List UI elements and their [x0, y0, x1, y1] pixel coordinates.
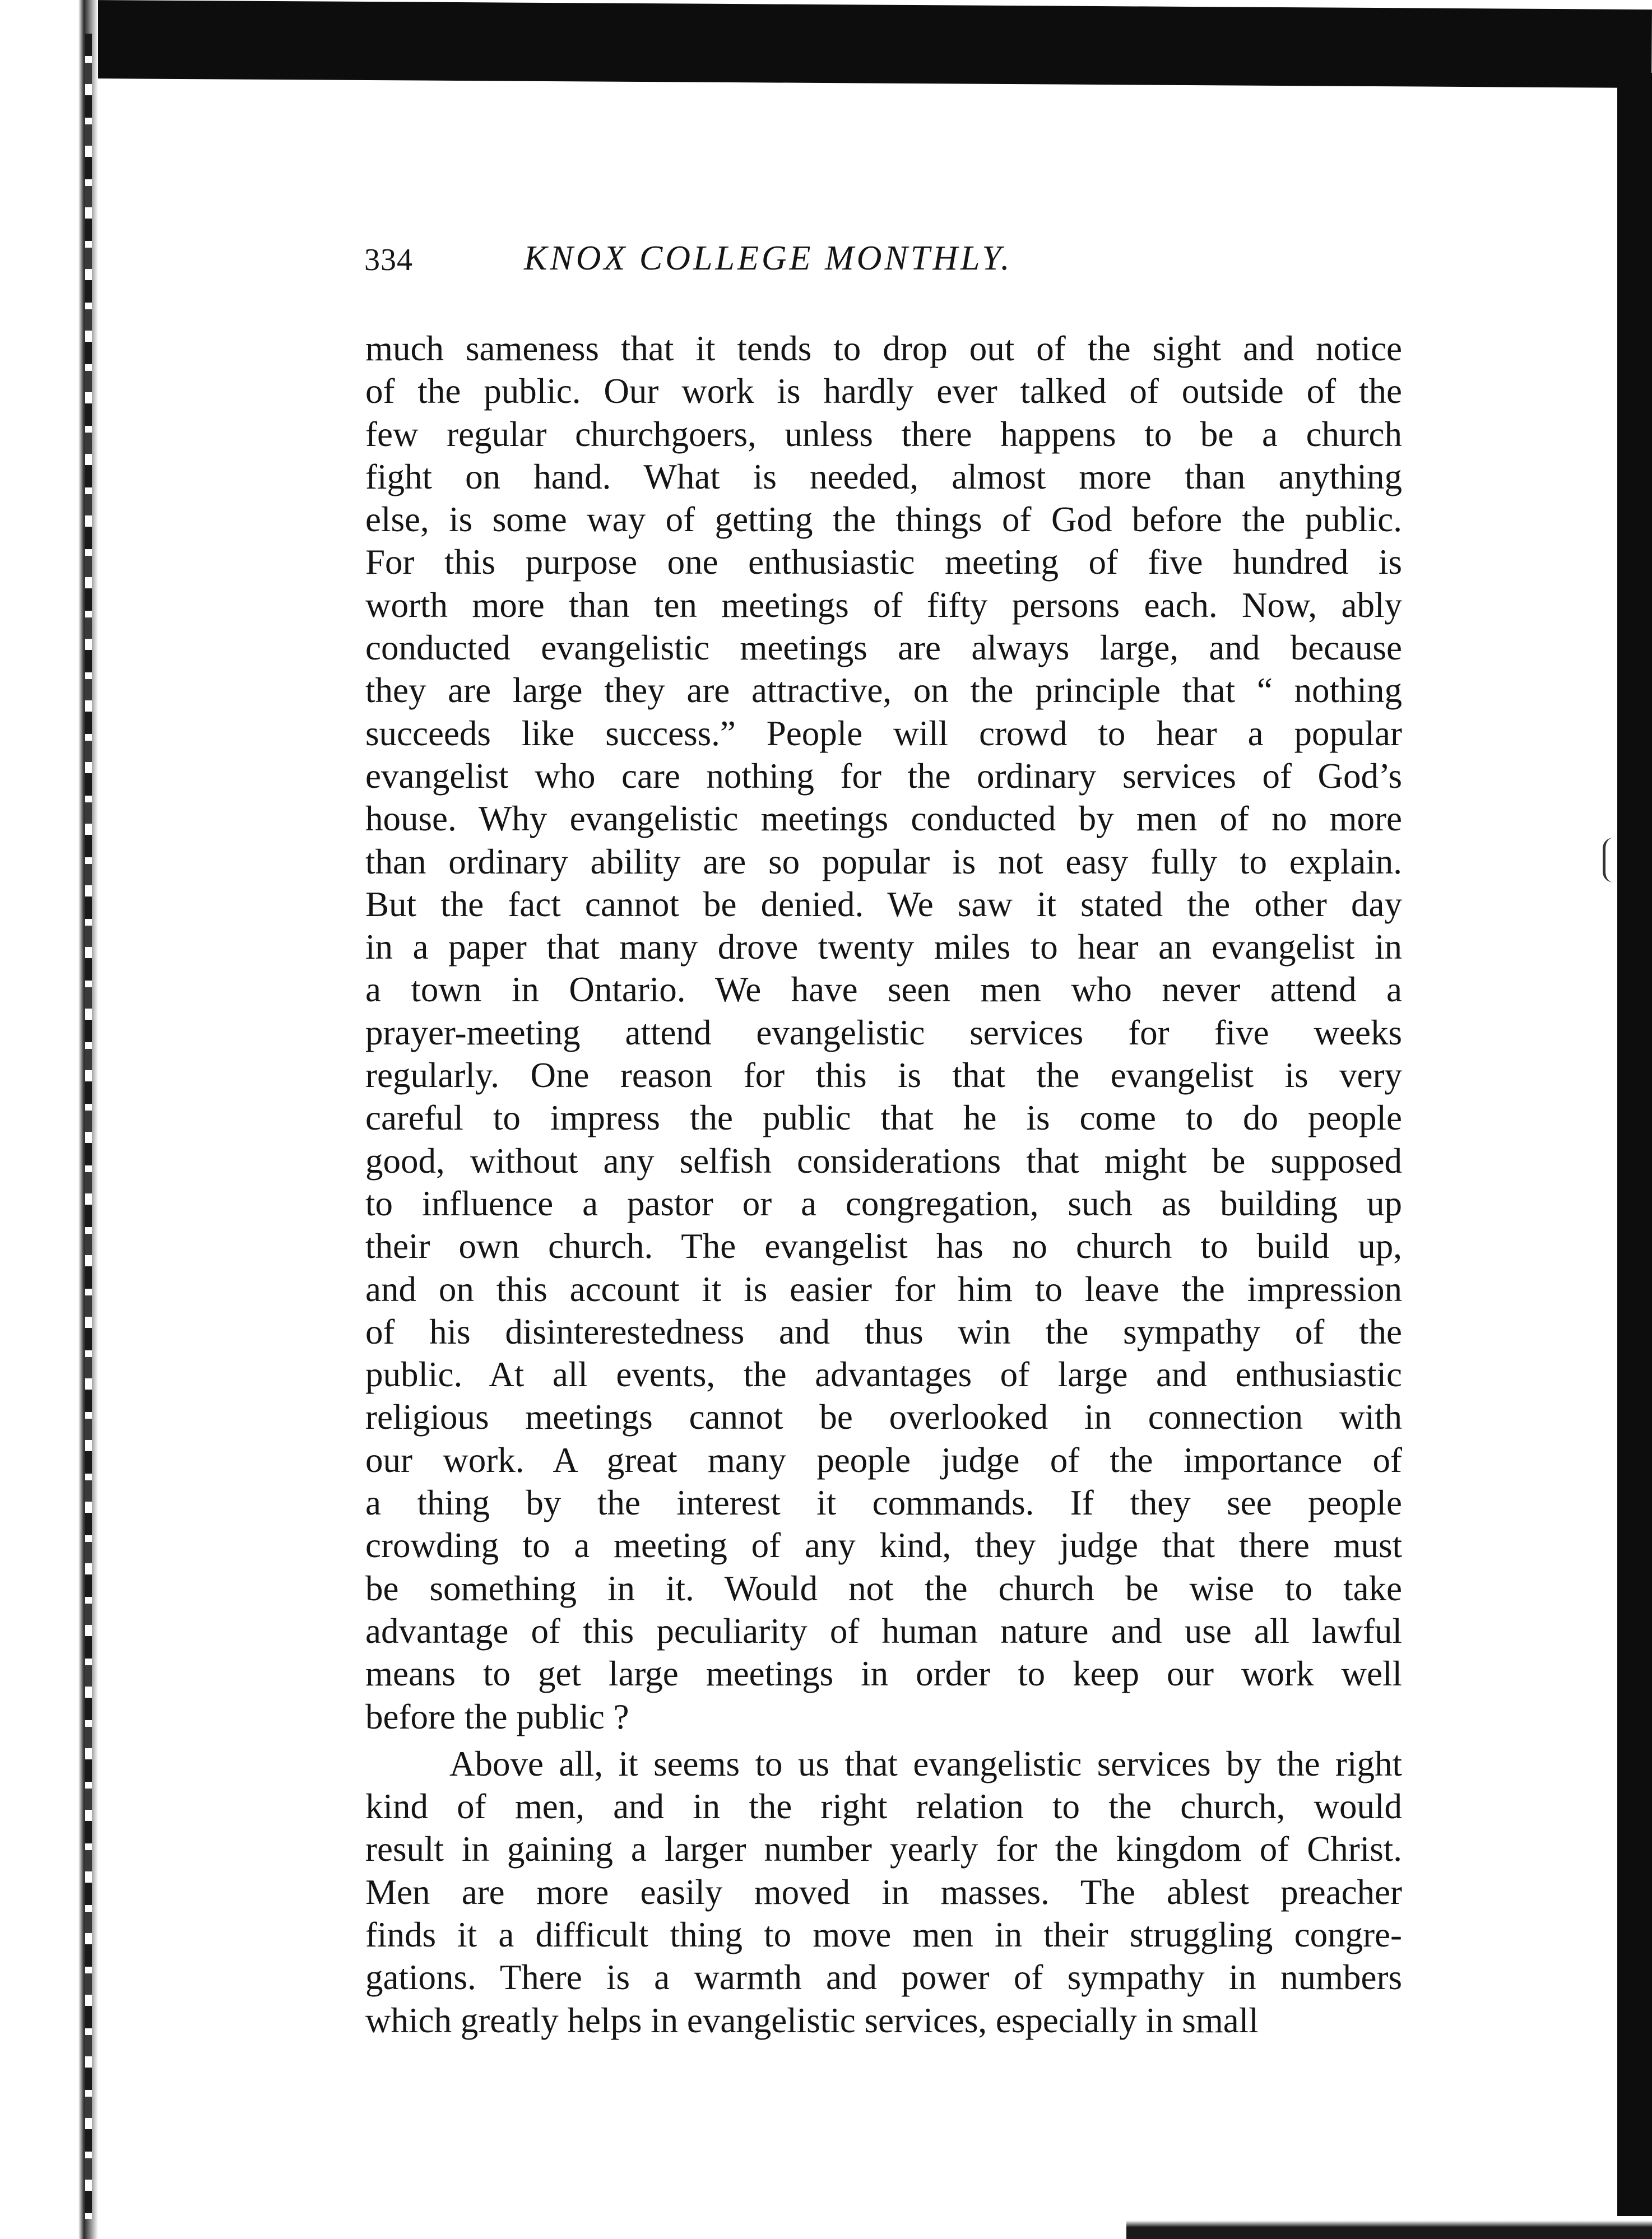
text-line: public. At all events, the advantages of large and enthusiastic — [365, 1355, 1402, 1395]
text-line: else, is some way of getting the things of God before the public. — [365, 500, 1402, 540]
text-line: of his disinterestedness and thus win the sympathy of the — [365, 1312, 1402, 1351]
text-line: few regular churchgoers, unless there happens to be a church — [365, 414, 1402, 454]
text-line: religious meetings cannot be overlooked in connection with — [365, 1397, 1402, 1437]
paragraph — [365, 1743, 1402, 2042]
text-line: a thing by the interest it commands. If they see people — [365, 1483, 1402, 1523]
text-line: For this purpose one enthusiastic meeting of five hundred is — [365, 542, 1402, 582]
scan-right-border — [1617, 73, 1652, 2239]
page-number: 334 — [364, 243, 413, 277]
text-line: advantage of this peculiarity of human nature and use all lawful — [365, 1611, 1402, 1651]
text-line: house. Why evangelistic meetings conducted by men of no more — [365, 799, 1402, 839]
text-line: of the public. Our work is hardly ever talked of outside of the — [365, 371, 1402, 411]
text-line: means to get large meetings in order to keep our work well — [365, 1654, 1402, 1694]
text-line: they are large they are attractive, on the principle that “ nothing — [365, 671, 1402, 710]
text-line: good, without any selfish considerations that might be supposed — [365, 1141, 1402, 1181]
text-line: which greatly helps in evangelistic services, especially in small — [365, 2000, 1259, 2040]
text-line: evangelist who care nothing for the ordinary services of God’s — [365, 756, 1402, 796]
page-header — [364, 239, 1485, 298]
text-line: result in gaining a larger number yearly for the kingdom of Christ. — [365, 1829, 1402, 1869]
scan-left-binding-line — [85, 34, 92, 2219]
text-line: prayer-meeting attend evangelistic services for five weeks — [365, 1012, 1402, 1052]
scan-left-edge — [0, 0, 98, 2239]
text-line: to influence a pastor or a congregation, such as building up — [365, 1183, 1402, 1223]
text-line: and on this account it is easier for him to leave the impression — [365, 1269, 1402, 1309]
text-line: be something in it. Would not the church be wise to take — [365, 1568, 1402, 1608]
text-line: Above all, it seems to us that evangelistic services by the right — [449, 1744, 1402, 1783]
text-line: finds it a difficult thing to move men in their struggling congre- — [365, 1915, 1402, 1954]
text-line: crowding to a meeting of any kind, they judge that there must — [365, 1526, 1402, 1566]
text-line: Men are more easily moved in masses. The ablest preacher — [365, 1872, 1402, 1912]
text-line: kind of men, and in the right relation to the church, would — [365, 1787, 1402, 1827]
scan-top-border — [89, 0, 1652, 88]
text-line: their own church. The evangelist has no church to build up, — [365, 1227, 1402, 1266]
scan-margin-mark — [1603, 838, 1613, 882]
text-line: succeeds like success.” People will crowd to hear a popular — [365, 713, 1402, 753]
text-line: in a paper that many drove twenty miles to hear an evangelist in — [365, 927, 1402, 967]
text-line: worth more than ten meetings of fifty persons each. Now, ably — [365, 585, 1402, 625]
text-line: than ordinary ability are so popular is not easy fully to explain. — [365, 842, 1402, 881]
text-line: But the fact cannot be denied. We saw it stated the other day — [365, 884, 1402, 924]
running-title: KNOX COLLEGE MONTHLY. — [524, 239, 1013, 277]
text-line: before the public ? — [365, 1697, 629, 1736]
paragraph — [365, 327, 1402, 1738]
text-line: careful to impress the public that he is come to do people — [365, 1098, 1402, 1138]
text-line: regularly. One reason for this is that the evangelist is very — [365, 1056, 1402, 1095]
text-line: conducted evangelistic meetings are always large, and because — [365, 628, 1402, 668]
text-line: a town in Ontario. We have seen men who never attend a — [365, 970, 1402, 1010]
text-line: our work. A great many people judge of the importance of — [365, 1440, 1402, 1480]
text-line: gations. There is a warmth and power of sympathy in numbers — [365, 1958, 1402, 1998]
text-line: much sameness that it tends to drop out of the sight and notice — [365, 329, 1402, 368]
scan-bottom-border — [1126, 2216, 1652, 2239]
article-body — [365, 327, 1402, 2042]
text-line: fight on hand. What is needed, almost more than anything — [365, 457, 1402, 496]
